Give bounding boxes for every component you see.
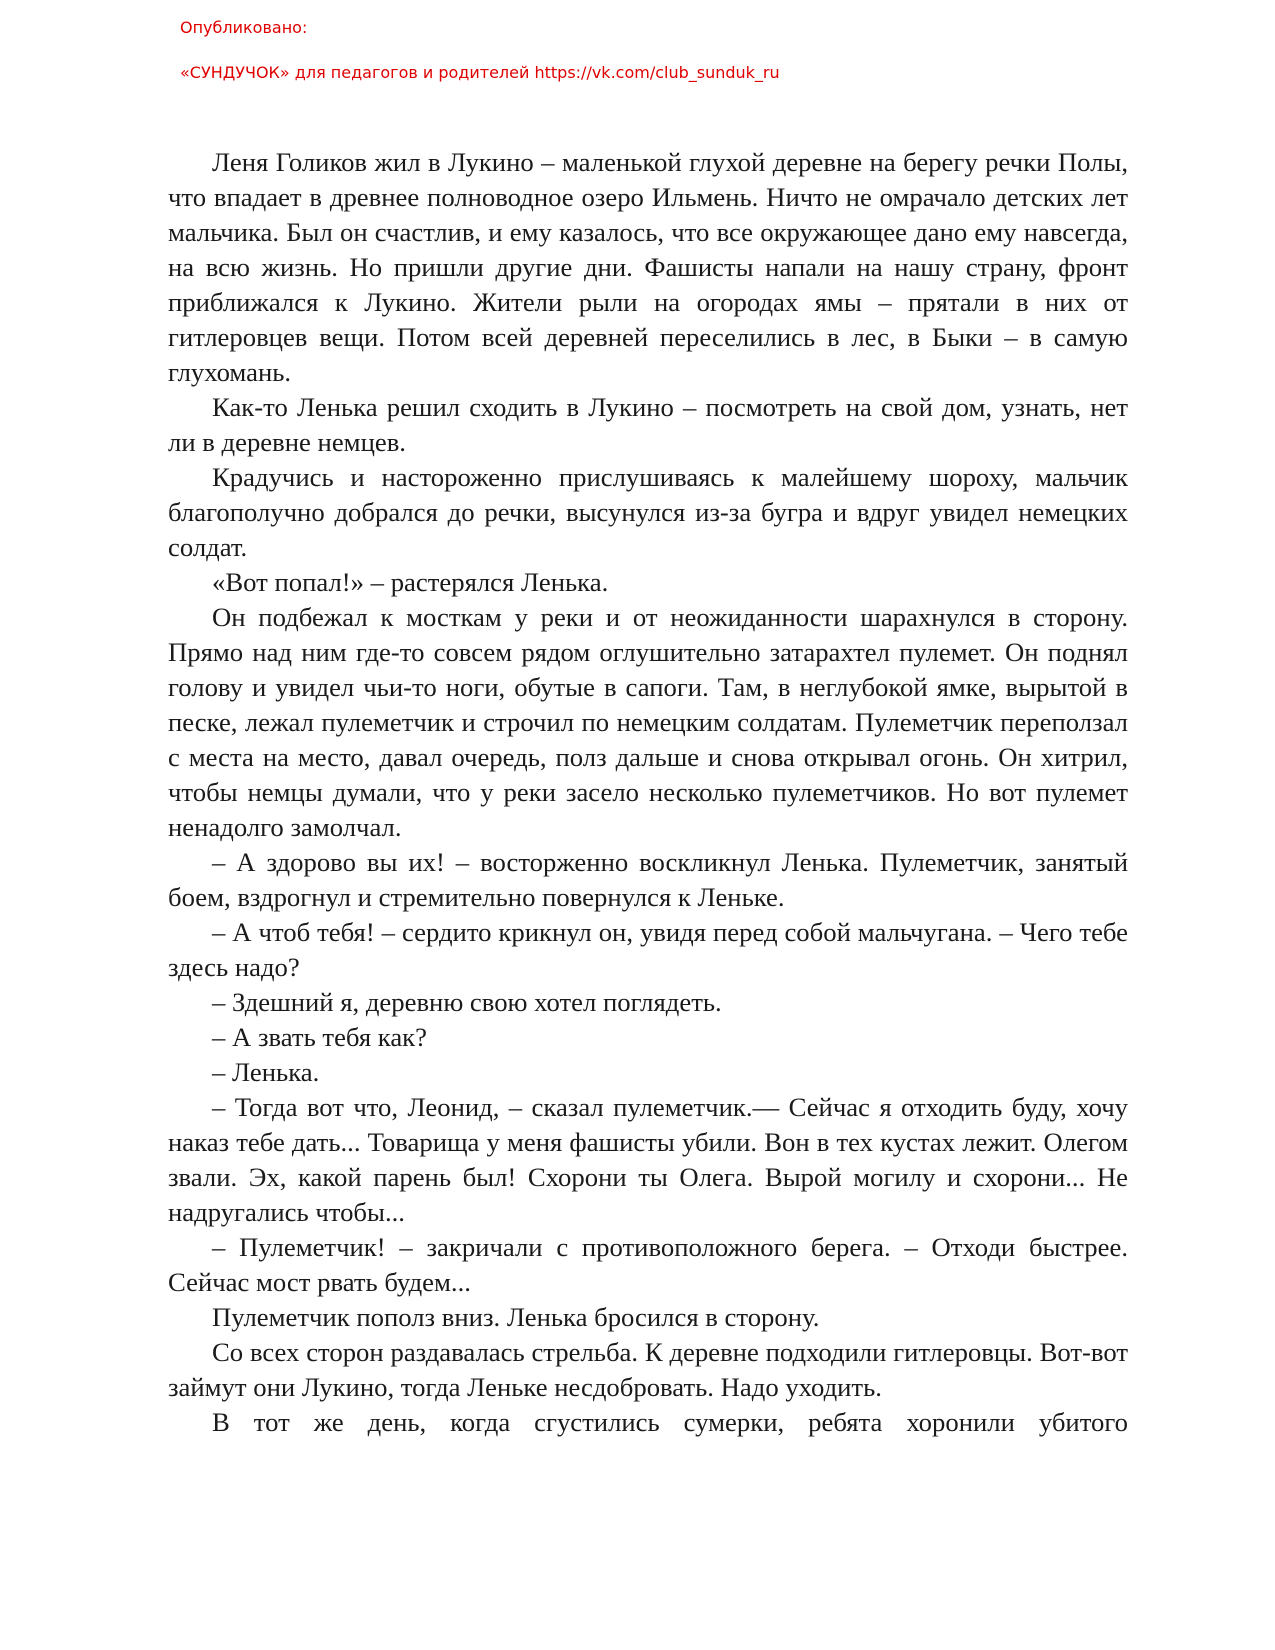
paragraph: Крадучись и настороженно прислушиваясь к малейшему шороху, мальчик благополучно добрался до речки, высунулся из-за бугра и вдруг увидел немецких солдат.: [168, 462, 1128, 562]
paragraph: Он подбежал к мосткам у реки и от неожиданности шарахнулся в сторону. Прямо над ним где-то совсем рядом оглушительно затарахтел пулемет. Он поднял голову и увидел чьи-то ноги, обутые в сапоги. Там, в неглубокой ямке, вырытой в песке, лежал пулеметчик и строчил по немецким солдатам. Пулеметчик переползал с места на место, давал очередь, полз дальше и снова открывал огонь. Он хитрил, чтобы немцы думали, что у реки засело несколько пулеметчиков. Но вот пулемет ненадолго замолчал.: [168, 602, 1128, 842]
paragraph: Пулеметчик пополз вниз. Ленька бросился в сторону.: [212, 1302, 820, 1332]
paragraph: «Вот попал!» – растерялся Ленька.: [212, 567, 609, 597]
paragraph: – А чтоб тебя! – сердито крикнул он, увидя перед собой мальчугана. – Чего тебе здесь надо?: [168, 917, 1128, 982]
published-label: Опубликовано:: [180, 18, 308, 37]
paragraph: В тот же день, когда сгустились сумерки, ребята хоронили убитого: [212, 1407, 1128, 1437]
paragraph: – Здешний я, деревню свою хотел поглядеть.: [212, 987, 722, 1017]
paragraph: – А здорово вы их! – восторженно воскликнул Ленька. Пулеметчик, занятый боем, вздрогнул и стремительно повернулся к Леньке.: [168, 847, 1128, 912]
source-line: «СУНДУЧОК» для педагогов и родителей https://vk.com/club_sunduk_ru: [180, 63, 780, 82]
story-text: [168, 145, 1128, 1440]
paragraph: Как-то Ленька решил сходить в Лукино – посмотреть на свой дом, узнать, нет ли в деревне немцев.: [168, 392, 1128, 457]
paragraph: – Пулеметчик! – закричали с противоположного берега. – Отходи быстрее. Сейчас мост рвать будем...: [168, 1232, 1128, 1297]
paragraph: – Ленька.: [212, 1057, 320, 1087]
paragraph: – А звать тебя как?: [212, 1022, 427, 1052]
paragraph: Со всех сторон раздавалась стрельба. К деревне подходили гитлеровцы. Вот-вот займут они Лукино, тогда Леньке несдобровать. Надо уходить.: [168, 1337, 1128, 1402]
paragraph: Леня Голиков жил в Лукино – маленькой глухой деревне на берегу речки Полы, что впадает в древнее полноводное озеро Ильмень. Ничто не омрачало детских лет мальчика. Был он счастлив, и ему казалось, что все окружающее дано ему навсегда, на всю жизнь. Но пришли другие дни. Фашисты напали на нашу страну, фронт приближался к Лукино. Жители рыли на огородах ямы – прятали в них от гитлеровцев вещи. Потом всей деревней переселились в лес, в Быки – в самую глухомань.: [168, 147, 1128, 387]
paragraph: – Тогда вот что, Леонид, – сказал пулеметчик.— Сейчас я отходить буду, хочу наказ тебе дать... Товарища у меня фашисты убили. Вон в тех кустах лежит. Олегом звали. Эх, какой парень был! Схорони ты Олега. Вырой могилу и схорони... Не надругались чтобы...: [168, 1092, 1128, 1227]
